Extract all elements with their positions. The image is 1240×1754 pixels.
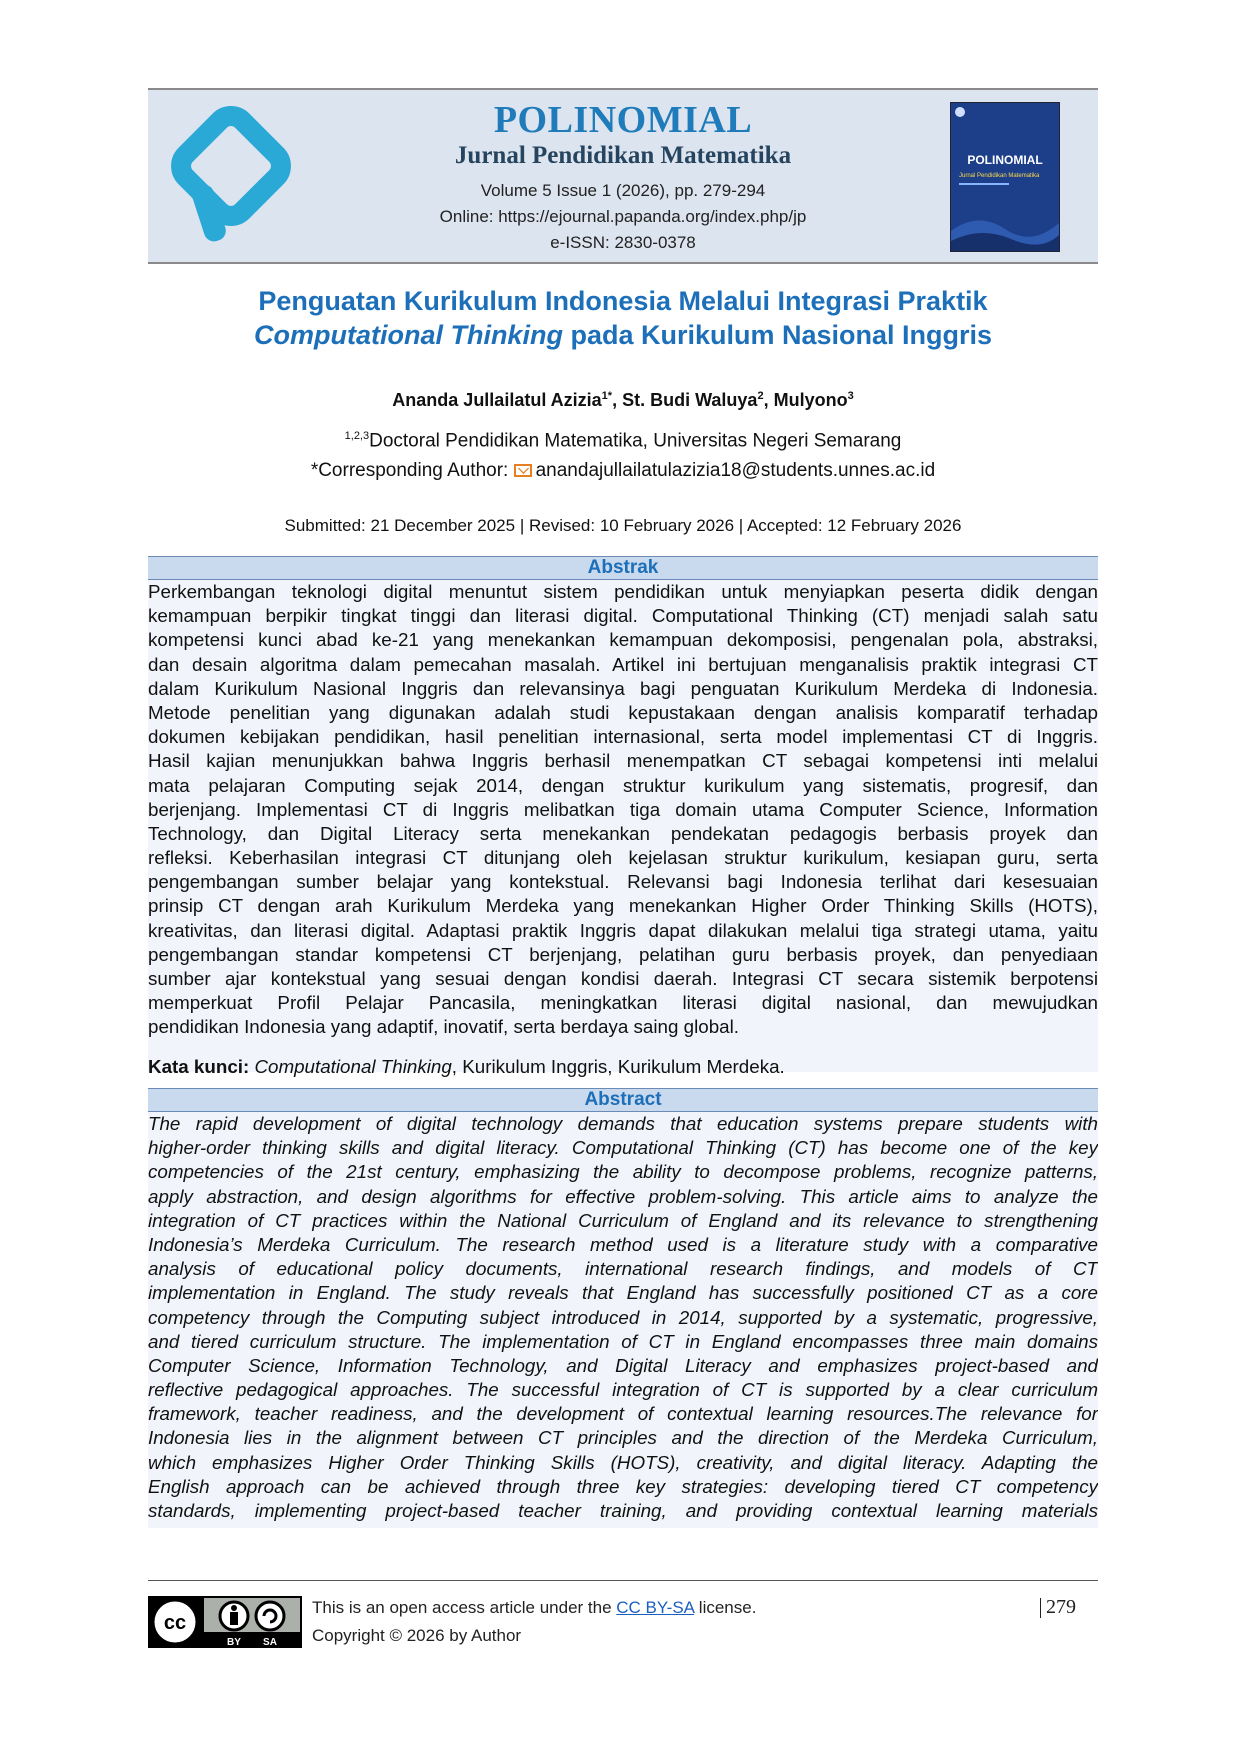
copyright: Copyright © 2026 by Author	[312, 1626, 522, 1645]
paragraph-line: framework, teacher readiness, and the development of contextual learning resources.The relevance for	[148, 1403, 1098, 1425]
cover-emblem-icon	[955, 107, 965, 117]
paragraph-line: apply abstraction, and design algorithms for effective problem-solving. This article aims to analyze the	[148, 1185, 1098, 1207]
paragraph-line: memperkuat Profil Pelajar Pancasila, meningkatkan literasi digital nasional, dan mewujudkan	[148, 992, 1098, 1014]
paragraph-line: English approach can be achieved through three key strategies: developing tiered CT competency	[148, 1475, 1098, 1497]
paragraph-line: higher-order thinking skills and digital literacy. Computational Thinking (CT) has become one of the key	[148, 1137, 1098, 1159]
keywords-rest: , Kurikulum Inggris, Kurikulum Merdeka.	[451, 1056, 785, 1077]
paragraph-line: The rapid development of digital technology demands that education systems prepare students with	[148, 1113, 1098, 1134]
paragraph-line: and tiered curriculum structure. The implementation of CT in England encompasses three main domains	[148, 1330, 1098, 1352]
paragraph-line: Computer Science, Information Technology, and Digital Literacy and emphasizes project-based and	[148, 1354, 1098, 1376]
paragraph-line: which emphasizes Higher Order Thinking Skills (HOTS), creativity, and digital literacy. Adapting the	[148, 1451, 1098, 1473]
paragraph-line: kreativitas, dan literasi digital. Adaptasi praktik Inggris dapat dilakukan melalui tiga strategi utama, yaitu	[148, 919, 1098, 941]
paragraph-line: dalam Kurikulum Nasional Inggris dan relevansinya bagi penguatan Kurikulum Merdeka di Indonesia.	[148, 677, 1098, 699]
svg-text:cc: cc	[163, 1612, 187, 1634]
paragraph-line: analysis of educational policy documents, international research findings, and models of CT	[148, 1258, 1098, 1280]
cover-divider	[959, 183, 1009, 185]
paragraph-line: sumber ajar kontekstual yang sesuai dengan kondisi daerah. Integrasi CT secara sistemik berpotensi	[148, 968, 1098, 989]
journal-subtitle: Jurnal Pendidikan Matematika	[454, 142, 792, 169]
affiliation-text: Doctoral Pendidikan Matematika, Universitas Negeri Semarang	[369, 430, 902, 452]
paragraph-line: Technology, dan Digital Literacy serta menekankan pendekatan pedagogis berbasis proyek dan	[148, 822, 1098, 844]
author-list: Ananda Jullailatul Azizia$^{1*}$, St. Budi Waluya$^2$, Mulyono$^3$	[392, 390, 854, 410]
keywords	[148, 1056, 1098, 1078]
paragraph-line: dan desain algoritma dalam pemecahan masalah. Artikel ini bertujuan menganalisis praktik integrasi CT	[148, 653, 1098, 675]
author-sup: 1*	[601, 390, 613, 402]
author-name: St. Budi Waluya	[622, 390, 758, 410]
cc-by-sa-license-icon[interactable]	[148, 1596, 302, 1648]
keywords-label: Kata kunci:	[148, 1056, 250, 1077]
author-sup: 3	[847, 390, 854, 402]
paragraph-line: Indonesia’s Merdeka Curriculum. The research method used is a literature study with a comparative	[148, 1233, 1098, 1255]
paragraph-line: competency through the Computing subject introduced in 2014, supported by a systematic, progressive,	[148, 1306, 1098, 1328]
svg-text:SA: SA	[263, 1637, 277, 1648]
submission-dates: Submitted: 21 December 2025 | Revised: 10 February 2026 | Accepted: 12 February 2026	[284, 516, 962, 535]
paragraph-line: standards, implementing project-based teacher training, and providing contextual learning materials	[148, 1500, 1098, 1521]
paragraph-line: refleksi. Keberhasilan integrasi CT ditunjang oleh kejelasan struktur kurikulum, kesiapan guru, serta	[148, 847, 1098, 869]
corresponding-author	[148, 460, 1098, 482]
paragraph-line: dokumen kebijakan pendidikan, hasil penelitian internasional, serta model implementasi CT di Inggris.	[148, 726, 1098, 748]
journal-name: POLINOMIAL	[493, 99, 753, 141]
paragraph-line: reflective pedagogical approaches. The successful integration of CT is supported by a clear curriculum	[148, 1379, 1098, 1401]
abstrak-text	[148, 580, 1098, 1040]
cover-wave-decoration	[951, 201, 1059, 251]
author-name: Ananda Jullailatul Azizia	[392, 390, 602, 410]
license-pre: This is an open access article under the	[312, 1598, 617, 1617]
paragraph-line: pengembangan sumber belajar yang kontekstual. Relevansi bagi Indonesia terlihat dari kesesuaian	[148, 871, 1098, 893]
page-number: 279	[1046, 1596, 1076, 1618]
journal-online-url[interactable]: Online: https://ejournal.papanda.org/index.php/jp	[439, 207, 807, 226]
affiliation	[148, 430, 1098, 452]
cover-subtitle: Jurnal Pendidikan Matematika	[959, 173, 1040, 179]
license-link[interactable]: CC BY-SA	[616, 1598, 695, 1617]
article-title-line-1: Penguatan Kurikulum Indonesia Melalui Integrasi Praktik	[258, 286, 988, 316]
paragraph-line: Indonesia lies in the alignment between CT principles and the direction of the Merdeka Curriculum,	[148, 1427, 1098, 1449]
journal-header	[148, 88, 1098, 264]
paragraph-line: Perkembangan teknologi digital menuntut sistem pendidikan untuk menyiapkan peserta didik dengan	[148, 581, 1098, 602]
affiliation-sup: 1,2,3	[344, 430, 370, 442]
keywords-italic: Computational Thinking	[254, 1056, 452, 1077]
paragraph-line: pendidikan Indonesia yang adaptif, inovatif, serta berdaya saing global.	[148, 1016, 739, 1038]
paragraph-line: kompetensi kunci abad ke-21 yang menekankan kemampuan dekomposisi, pengenalan pola, abstraksi,	[148, 629, 1098, 651]
abstrak-heading: Abstrak	[148, 556, 1098, 580]
article-title-line-2	[148, 320, 1098, 351]
cover-title: POLINOMIAL	[967, 153, 1043, 167]
paragraph-line: competencies of the 21st century, emphasizing the ability to decompose problems, recognize patterns,	[148, 1161, 1098, 1183]
article-title-rest: pada Kurikulum Nasional Inggris	[562, 320, 993, 350]
license-post: license.	[694, 1598, 757, 1617]
journal-cover-image	[950, 102, 1060, 252]
paragraph-line: mata pelajaran Computing sejak 2014, dengan struktur kurikulum yang sistematis, progresif, dan	[148, 774, 1098, 796]
paragraph-line: Hasil kajian menunjukkan bahwa Inggris berhasil menempatkan CT sebagai kompetensi inti melalui	[148, 750, 1098, 772]
paragraph-line: integration of CT practices within the National Curriculum of England and its relevance to strengthening	[148, 1209, 1098, 1231]
author-name: Mulyono	[773, 390, 848, 410]
paragraph-line: kemampuan berpikir tingkat tinggi dan literasi digital. Computational Thinking (CT) menjadi salah satu	[148, 605, 1098, 627]
journal-issn: e-ISSN: 2830-0378	[550, 233, 696, 252]
journal-volume: Volume 5 Issue 1 (2026), pp. 279-294	[480, 181, 766, 200]
abstract-text	[148, 1112, 1098, 1523]
paragraph-line: berjenjang. Implementasi CT di Inggris melibatkan tiga domain utama Computer Science, Information	[148, 798, 1098, 820]
svg-text:BY: BY	[227, 1637, 241, 1648]
paragraph-line: implementation in England. The study reveals that England has successfully positioned CT as a core	[148, 1282, 1098, 1304]
corresponding-email[interactable]: anandajullailatulazizia18@students.unnes.ac.id	[535, 460, 936, 481]
paragraph-line: prinsip CT dengan arah Kurikulum Merdeka yang menekankan Higher Order Thinking Skills (HOTS),	[148, 895, 1098, 917]
author-sup: 2	[757, 390, 764, 402]
license-statement	[312, 1598, 756, 1618]
paragraph-line: Metode penelitian yang digunakan adalah studi kepustakaan dengan analisis komparatif terhadap	[148, 701, 1098, 723]
article-title-italic: Computational Thinking	[253, 320, 563, 350]
abstract-heading: Abstract	[148, 1088, 1098, 1112]
paragraph-line: pengembangan standar kompetensi CT berjenjang, pelatihan guru berbasis proyek, dan penyediaan	[148, 943, 1098, 965]
footer-divider	[148, 1580, 1098, 1581]
corresponding-label: *Corresponding Author:	[310, 460, 509, 481]
mail-icon	[514, 464, 532, 477]
